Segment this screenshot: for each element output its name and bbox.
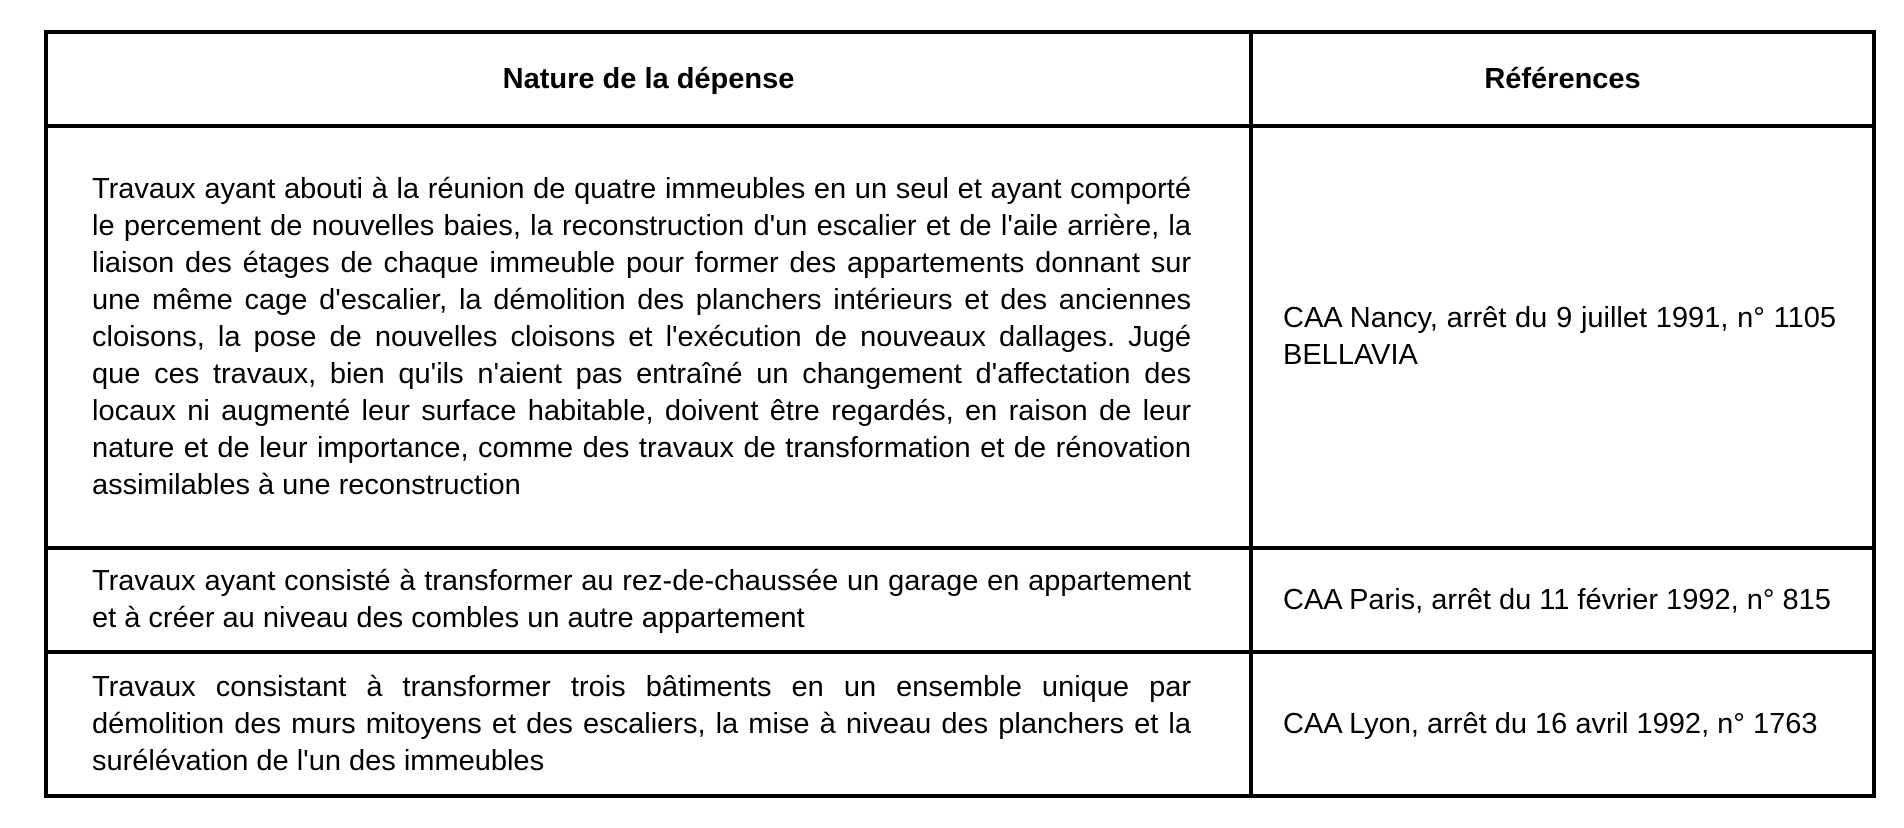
nature-cell: Travaux ayant abouti à la réunion de quatre immeubles en un seul et ayant comporté le percement de nouvelles baies, la reconstruction d'un escalier et de l'aile arrière, la liaison des étages de chaque immeuble pour former des appartements donnant sur une même cage d'escalier, la démolition des planchers intérieurs et des anciennes cloisons, la pose de nouvelles cloisons et l'exécution de nouveaux dallages. Jugé que ces travaux, bien qu'ils n'aient pas entraîné un changement d'affectation des locaux ni augmenté leur surface habitable, doivent être regardés, en raison de leur nature et de leur importance, comme des travaux de transformation et de rénovation assimilables à une reconstruction	[46, 126, 1251, 548]
table-row	[46, 652, 1874, 796]
reference-cell: CAA Lyon, arrêt du 16 avril 1992, n° 1763	[1251, 652, 1874, 796]
table-row	[46, 548, 1874, 652]
table-row	[46, 126, 1874, 548]
nature-cell: Travaux consistant à transformer trois bâtiments en un ensemble unique par démolition des murs mitoyens et des escaliers, la mise à niveau des planchers et la surélévation de l'un des immeubles	[46, 652, 1251, 796]
reference-cell: CAA Nancy, arrêt du 9 juillet 1991, n° 1105 BELLAVIA	[1251, 126, 1874, 548]
jurisprudence-table	[44, 30, 1876, 798]
nature-cell: Travaux ayant consisté à transformer au rez-de-chaussée un garage en appartement et à créer au niveau des combles un autre appartement	[46, 548, 1251, 652]
column-header-nature: Nature de la dépense	[46, 32, 1251, 126]
column-header-references: Références	[1251, 32, 1874, 126]
reference-cell: CAA Paris, arrêt du 11 février 1992, n° 815	[1251, 548, 1874, 652]
table-header-row	[46, 32, 1874, 126]
